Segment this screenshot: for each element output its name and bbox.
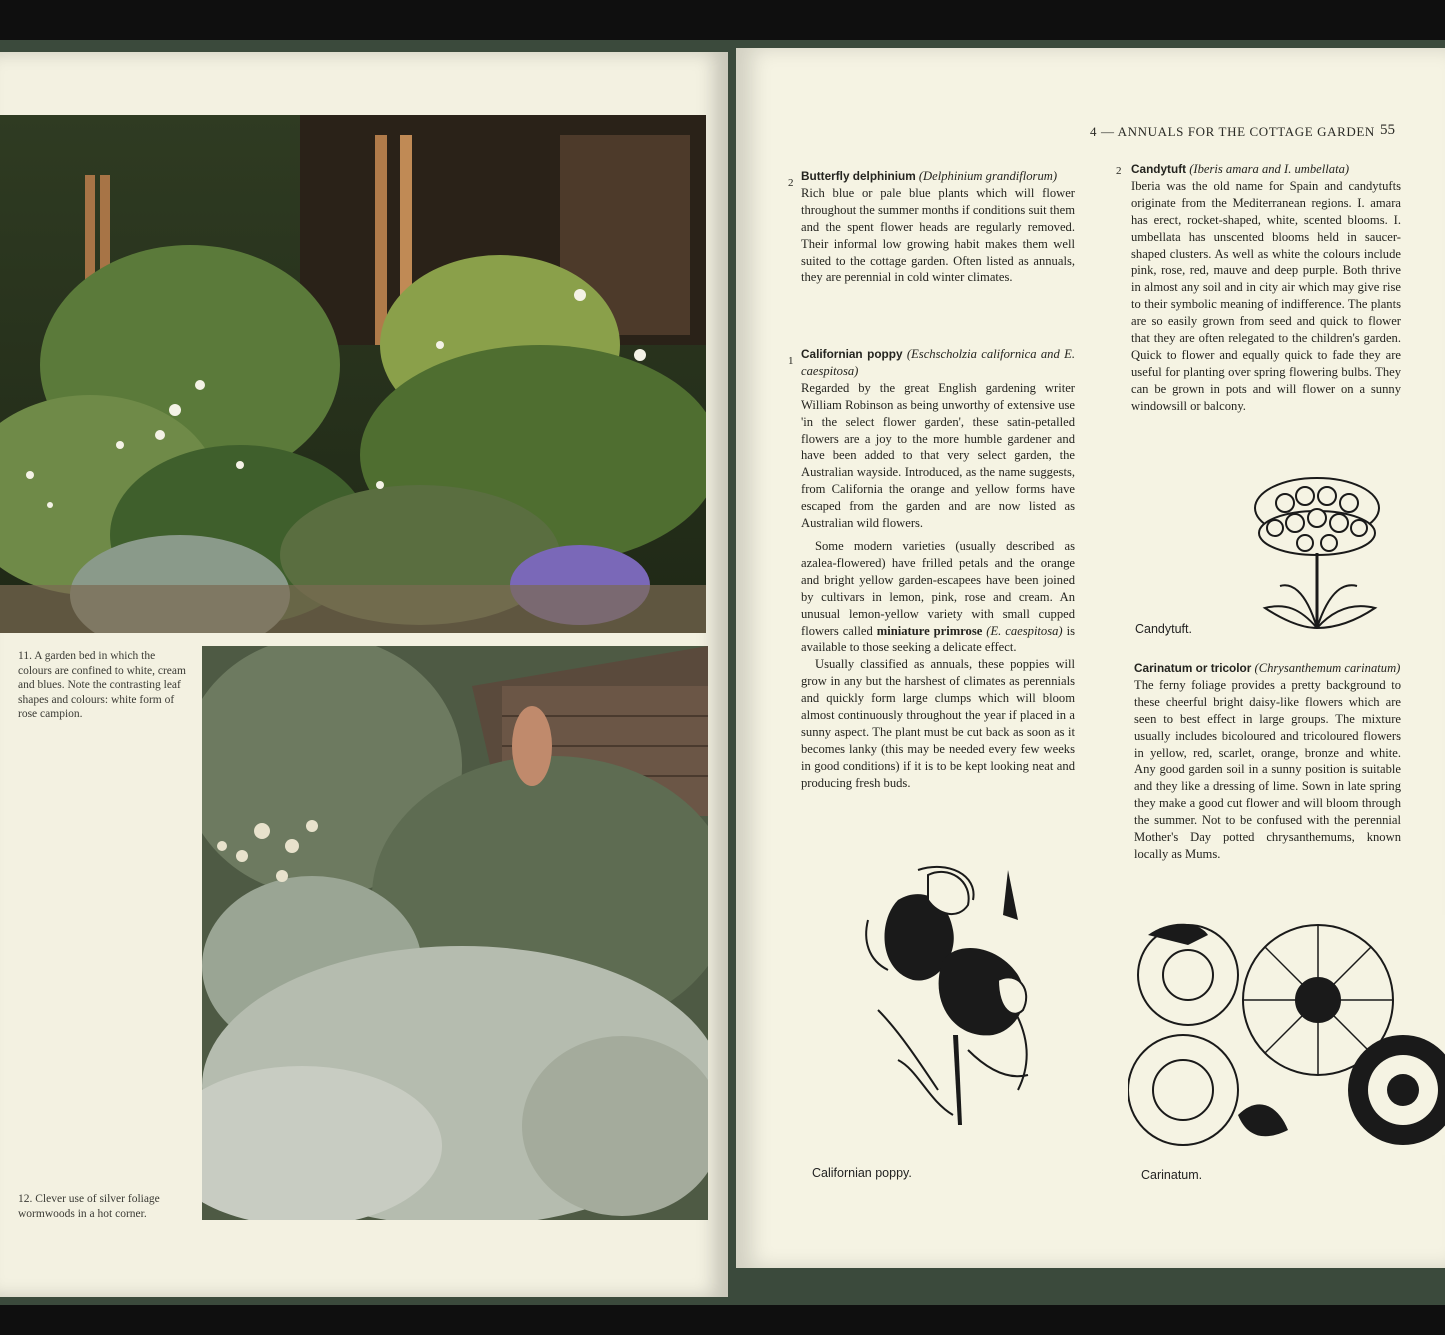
entry-number: 1 (788, 355, 794, 367)
entry-body (801, 538, 1075, 656)
entry-body: The ferny foliage provides a pretty background to these cheerful bright daisy-like flowers which are seen to best effect in large groups. The mixture usually includes bicoloured and tricoloured flowers in yellow, red, scarlet, orange, bronze and white. Any good garden soil in a sunny position is suitable and they like a dressing of lime. Sown in late spring they make a good cut flower and will bloom through the summer. Not to be confused with the perennial Mother's Day potted chrysanthemums, known locally as Mums. (1134, 677, 1401, 861)
butterfly-delphinium-entry (801, 168, 1075, 286)
californian-poppy-entry (801, 346, 1075, 792)
entry-body: Usually classified as annuals, these poppies will grow in any but the harshest of climates as perennials and quickly form large clumps which will bloom almost continuously throughout the year if placed in a sunny aspect. The plant must be cut back as soon as it becomes lanky (this may be needed every few weeks in good conditions) if it is to be kept looking neat and producing fresh buds. (801, 657, 1075, 790)
entry-title: Candytuft (1131, 162, 1187, 176)
garden-photo-bottom (202, 646, 708, 1220)
caption-12: 12. Clever use of silver foliage wormwoods in a hot corner. (18, 1193, 160, 1220)
entry-title: Carinatum or tricolor (1134, 661, 1252, 675)
running-head: 4 — ANNUALS FOR THE COTTAGE GARDEN (1090, 124, 1375, 139)
entry-latin: (Iberis amara and I. umbellata) (1189, 162, 1350, 176)
californian-poppy-illustration (858, 860, 1048, 1130)
figure-label-candytuft: Candytuft. (1135, 622, 1192, 636)
variety-name: miniature primrose (876, 623, 983, 638)
candytuft-entry (1131, 161, 1401, 415)
candytuft-illustration (1245, 468, 1390, 638)
carinatum-entry (1134, 660, 1401, 863)
page-number: 55 (1380, 122, 1395, 138)
entry-body: Rich blue or pale blue plants which will flower throughout the summer months if conditions suit them and the spent flower heads are regularly removed. Their informal low growing habit makes them well suited to the cottage garden. Often listed as annuals, they are perennial in cold winter climates. (801, 185, 1075, 285)
figure-label-carinatum: Carinatum. (1141, 1168, 1203, 1182)
entry-body: Regarded by the great English gardening writer William Robinson as being unworthy of extensive use 'in the select flower garden', these satin-petalled flowers are a joy to the more humble gardener and have been added to that very select garden, the Australian wayside. Introduced, as the name suggests, from California the orange and yellow forms have escaped from the garden and are now listed as Australian wild flowers. (801, 380, 1075, 531)
garden-photo-top (0, 115, 706, 633)
carinatum-illustration (1128, 915, 1445, 1155)
entry-title: Californian poppy (801, 347, 903, 361)
body-text: is available to those seeking a delicate effect. (801, 623, 1075, 655)
entry-latin: (Eschscholzia californica and E. caespitosa) (801, 347, 1075, 378)
entry-number: 2 (788, 177, 794, 189)
caption-11: 11. A garden bed in which the colours are confined to white, cream and blues. Note the contrasting leaf shapes and colours: white form of rose campion. (18, 650, 186, 720)
entry-latin: (Chrysanthemum carinatum) (1254, 661, 1401, 675)
entry-body: Iberia was the old name for Spain and candytufts originate from the Mediterranean regions. I. amara has erect, rocket-shaped, white, scented blooms. I. umbellata has unscented blooms held in saucer-shaped clusters. As well as white the colours include pink, rose, red, mauve and deep purple. Both thrive in almost any soil and in city air which may give rise to their symbolic meaning of indifference. The plants are so easily grown from seed and quick to flower that they are often relegated to the children's garden. Quick to flower and equally quick to fade they are useful for planting over spring flowering bulbs. They can be grown in pots and will flower on a sunny windowsill or balcony. (1131, 178, 1401, 413)
entry-latin: (Delphinium grandiflorum) (918, 169, 1058, 183)
entry-number: 2 (1116, 165, 1122, 177)
figure-label-poppy: Californian poppy. (812, 1166, 912, 1180)
entry-title: Butterfly delphinium (801, 169, 916, 183)
body-text: Some modern varieties (usually described as azalea-flowered) have frilled petals and the orange and bright yellow garden-escapees have been joined by cultivars in lemon, pink, rose and cream. An unusual lemon-yellow variety with small cupped flowers called (801, 538, 1075, 638)
variety-latin: (E. caespitosa) (982, 623, 1063, 638)
